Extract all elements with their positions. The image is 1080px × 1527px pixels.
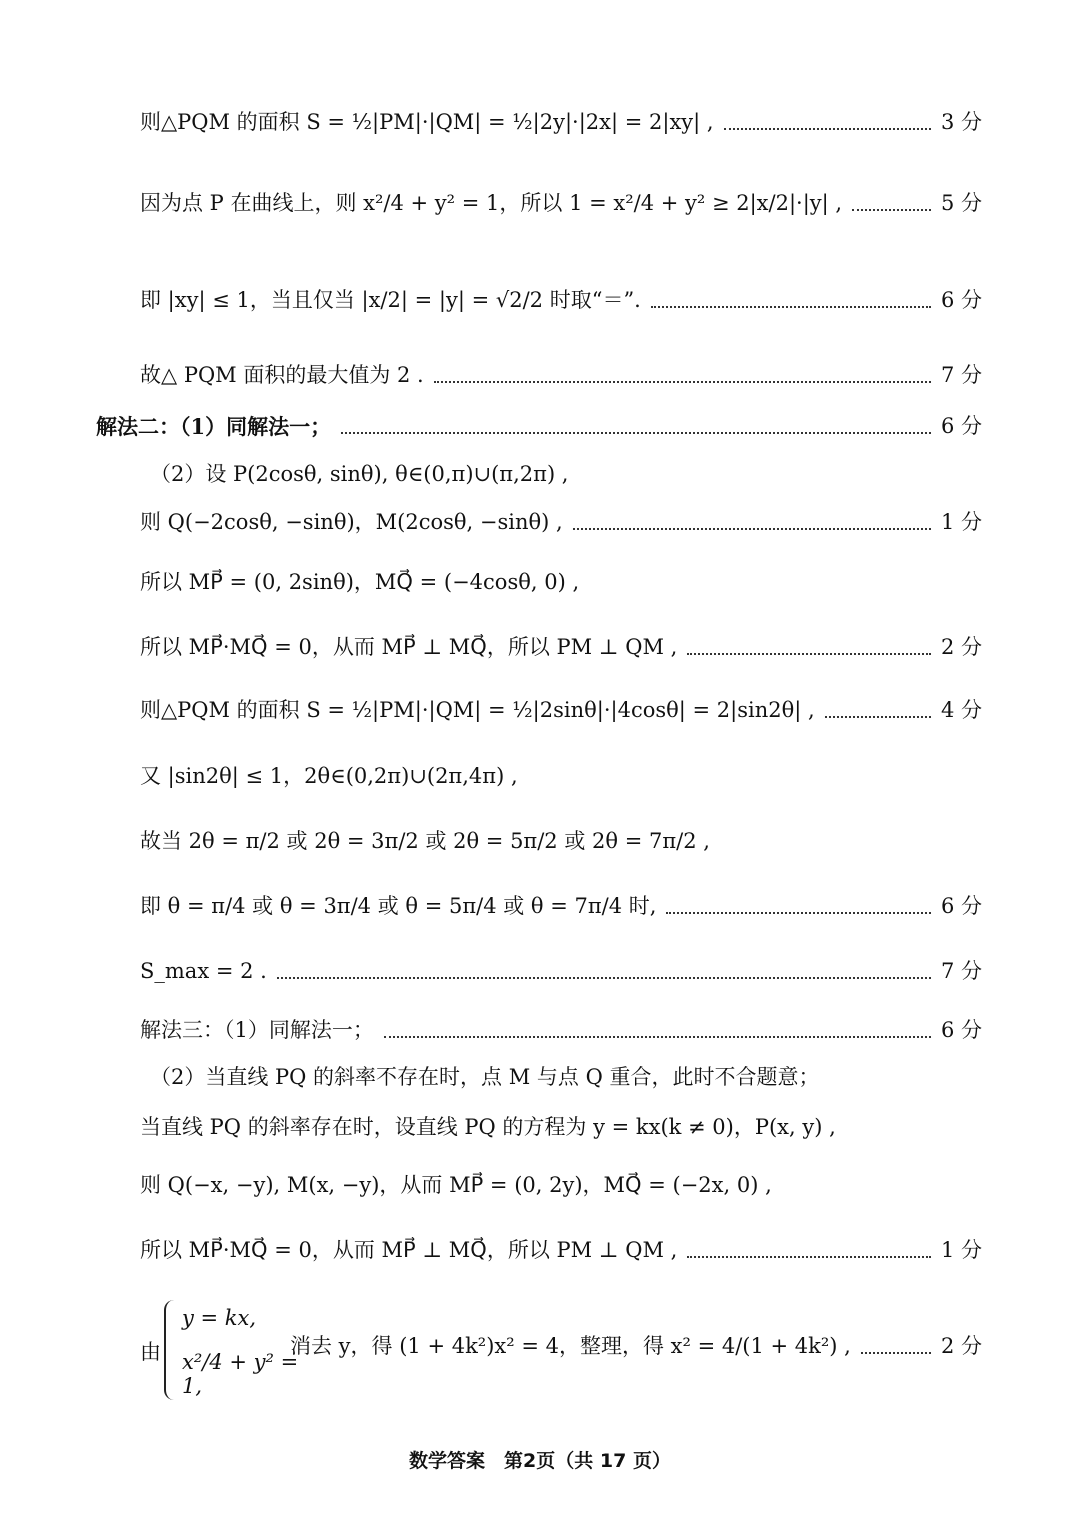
dot-leader — [687, 1256, 931, 1258]
dot-leader — [861, 1352, 931, 1354]
solution-line: 所以 MP⃗·MQ⃗ = 0，从而 MP⃗ ⊥ MQ⃗，所以 PM ⊥ QM , 1 分 — [140, 1238, 982, 1262]
score-label: 4 分 — [940, 698, 982, 722]
score-label: 6 分 — [940, 414, 982, 438]
solution-line: 故△ PQM 面积的最大值为 2 . 7 分 — [140, 363, 982, 387]
score-label: 7 分 — [940, 959, 982, 983]
solution-line: 则△PQM 的面积 S = ½|PM|·|QM| = ½|2sinθ|·|4cosθ| = 2|sin2θ| , 4 分 — [140, 698, 982, 722]
page-footer: 数学答案 第2页（共 17 页） — [409, 1450, 671, 1472]
solution-line: 则△PQM 的面积 S = ½|PM|·|QM| = ½|2y|·|2x| = 2|xy| , 3 分 — [140, 110, 982, 134]
dot-leader — [687, 653, 931, 655]
dot-leader — [277, 977, 931, 979]
solution-line: 当直线 PQ 的斜率存在时，设直线 PQ 的方程为 y = kx(k ≠ 0)，P(x, y) , — [140, 1115, 836, 1139]
dot-leader — [434, 381, 931, 383]
score-label: 3 分 — [940, 110, 982, 134]
dot-leader — [852, 209, 931, 211]
system-equation-1: y = kx, — [182, 1306, 257, 1330]
dot-leader — [573, 528, 931, 530]
method-three-heading: 解法三：（1）同解法一； 6 分 — [140, 1018, 982, 1042]
solution-line: 所以 MP⃗ = (0, 2sinθ)，MQ⃗ = (−4cosθ, 0) , — [140, 570, 580, 594]
dot-leader — [341, 432, 931, 434]
score-label: 6 分 — [940, 894, 982, 918]
score-label: 2 分 — [940, 635, 982, 659]
dot-leader — [825, 716, 931, 718]
solution-line: 则 Q(−2cosθ, −sinθ)，M(2cosθ, −sinθ) , 1 分 — [140, 510, 982, 534]
solution-line: 即 |xy| ≤ 1，当且仅当 |x/2| = |y| = √2/2 时取“＝”. 6 分 — [140, 288, 982, 312]
method-two-heading: 解法二：（1）同解法一； 6 分 — [96, 414, 982, 439]
solution-line: 因为点 P 在曲线上，则 x²/4 + y² = 1，所以 1 = x²/4 + y² ≥ 2|x/2|·|y| , 5 分 — [140, 191, 982, 215]
dot-leader — [724, 128, 931, 130]
dot-leader — [666, 912, 930, 914]
solution-line: 消去 y，得 (1 + 4k²)x² = 4，整理，得 x² = 4/(1 + 4k²) , 2 分 — [290, 1334, 982, 1358]
system-prefix: 由 — [140, 1340, 161, 1364]
solution-line: 故当 2θ = π/2 或 2θ = 3π/2 或 2θ = 5π/2 或 2θ = 7π/2 , — [140, 829, 710, 853]
score-label: 1 分 — [940, 1238, 982, 1262]
system-equation-2: x²/4 + y² = 1, — [182, 1350, 299, 1398]
solution-line: 即 θ = π/4 或 θ = 3π/4 或 θ = 5π/4 或 θ = 7π/4 时, 6 分 — [140, 894, 982, 918]
score-label: 6 分 — [940, 1018, 982, 1042]
dot-leader — [384, 1036, 931, 1038]
solution-line: （2）当直线 PQ 的斜率不存在时，点 M 与点 Q 重合，此时不合题意； — [150, 1065, 820, 1089]
score-label: 5 分 — [940, 191, 982, 215]
solution-line: 所以 MP⃗·MQ⃗ = 0，从而 MP⃗ ⊥ MQ⃗，所以 PM ⊥ QM , 2 分 — [140, 635, 982, 659]
equation-system — [140, 1300, 300, 1400]
dot-leader — [651, 306, 931, 308]
score-label: 6 分 — [940, 288, 982, 312]
score-label: 7 分 — [940, 363, 982, 387]
score-label: 2 分 — [940, 1334, 982, 1358]
solution-line: 又 |sin2θ| ≤ 1，2θ∈(0,2π)∪(2π,4π) , — [140, 764, 518, 788]
solution-line: S_max = 2 . 7 分 — [140, 959, 982, 983]
solution-line: （2）设 P(2cosθ, sinθ), θ∈(0,π)∪(π,2π) , — [150, 462, 569, 486]
brace-shape — [164, 1300, 180, 1400]
score-label: 1 分 — [940, 510, 982, 534]
solution-line: 则 Q(−x, −y), M(x, −y)，从而 MP⃗ = (0, 2y)，MQ⃗ = (−2x, 0) , — [140, 1173, 772, 1197]
